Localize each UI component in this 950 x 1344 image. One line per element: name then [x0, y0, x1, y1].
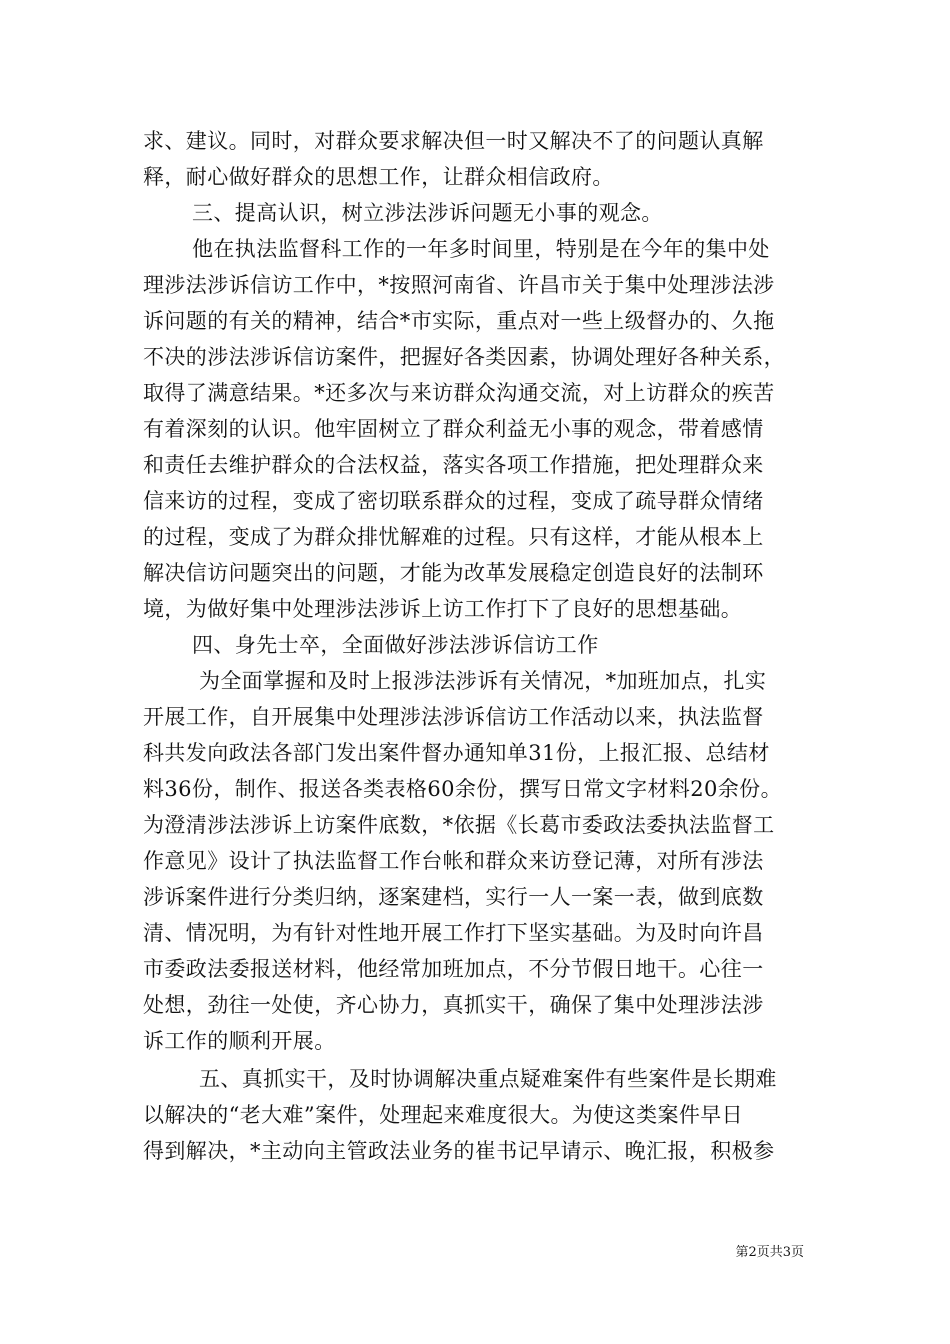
text-line: 以解决的“老大难”案件，处理起来难度很大。为使这类案件早日	[143, 1103, 744, 1127]
text-line: 料36份，制作、报送各类表格60余份，撰写日常文字材料20余份。	[143, 777, 782, 801]
text-line: 诉工作的顺利开展。	[143, 1029, 336, 1053]
page-number-footer: 第2页共3页	[735, 1245, 804, 1260]
text-line: 释，耐心做好群众的思想工作，让群众相信政府。	[143, 165, 614, 189]
text-line: 有着深刻的认识。他牢固树立了群众利益无小事的观念，带着感情	[143, 417, 764, 441]
section-heading: 四、身先士卒，全面做好涉法涉诉信访工作	[192, 633, 599, 657]
text-line: 取得了满意结果。*还多次与来访群众沟通交流，对上访群众的疾苦	[143, 381, 775, 405]
text-line: 为全面掌握和及时上报涉法涉诉有关情况，*加班加点，扎实	[199, 669, 767, 693]
text-line: 市委政法委报送材料，他经常加班加点，不分节假日地干。心往一	[143, 957, 764, 981]
text-line: 科共发向政法各部门发出案件督办通知单31份，上报汇报、总结材	[143, 741, 770, 765]
section-heading: 五、真抓实干，及时协调解决重点疑难案件有些案件是长期难	[199, 1067, 777, 1091]
text-line: 涉诉案件进行分类归纳，逐案建档，实行一人一案一表，做到底数	[143, 885, 764, 909]
text-line: 处想，劲往一处使，齐心协力，真抓实干，确保了集中处理涉法涉	[143, 993, 764, 1017]
text-line: 的过程，变成了为群众排忧解难的过程。只有这样，才能从根本上	[143, 525, 764, 549]
text-line: 诉问题的有关的精神，结合*市实际，重点对一些上级督办的、久拖	[143, 309, 775, 333]
text-line: 他在执法监督科工作的一年多时间里，特别是在今年的集中处	[192, 237, 770, 261]
section-heading: 三、提高认识，树立涉法涉诉问题无小事的观念。	[192, 201, 663, 225]
text-line: 清、情况明，为有针对性地开展工作打下坚实基础。为及时向许昌	[143, 921, 764, 945]
text-line: 和责任去维护群众的合法权益，落实各项工作措施，把处理群众来	[143, 453, 764, 477]
text-line: 境，为做好集中处理涉法涉诉上访工作打下了良好的思想基础。	[143, 597, 743, 621]
text-line: 得到解决，*主动向主管政法业务的崔书记早请示、晚汇报，积极参	[143, 1139, 775, 1163]
text-line: 理涉法涉诉信访工作中，*按照河南省、许昌市关于集中处理涉法涉	[143, 273, 775, 297]
text-line: 开展工作，自开展集中处理涉法涉诉信访工作活动以来，执法监督	[143, 705, 764, 729]
text-line: 为澄清涉法涉诉上访案件底数，*依据《长葛市委政法委执法监督工	[143, 813, 775, 837]
text-line: 不决的涉法涉诉信访案件，把握好各类因素，协调处理好各种关系，	[143, 345, 785, 369]
text-line: 解决信访问题突出的问题，才能为改革发展稳定创造良好的法制环	[143, 561, 764, 585]
text-line: 信来访的过程，变成了密切联系群众的过程，变成了疏导群众情绪	[143, 489, 764, 513]
text-line: 作意见》设计了执法监督工作台帐和群众来访登记薄，对所有涉法	[143, 849, 764, 873]
text-line: 求、建议。同时，对群众要求解决但一时又解决不了的问题认真解	[143, 129, 764, 153]
